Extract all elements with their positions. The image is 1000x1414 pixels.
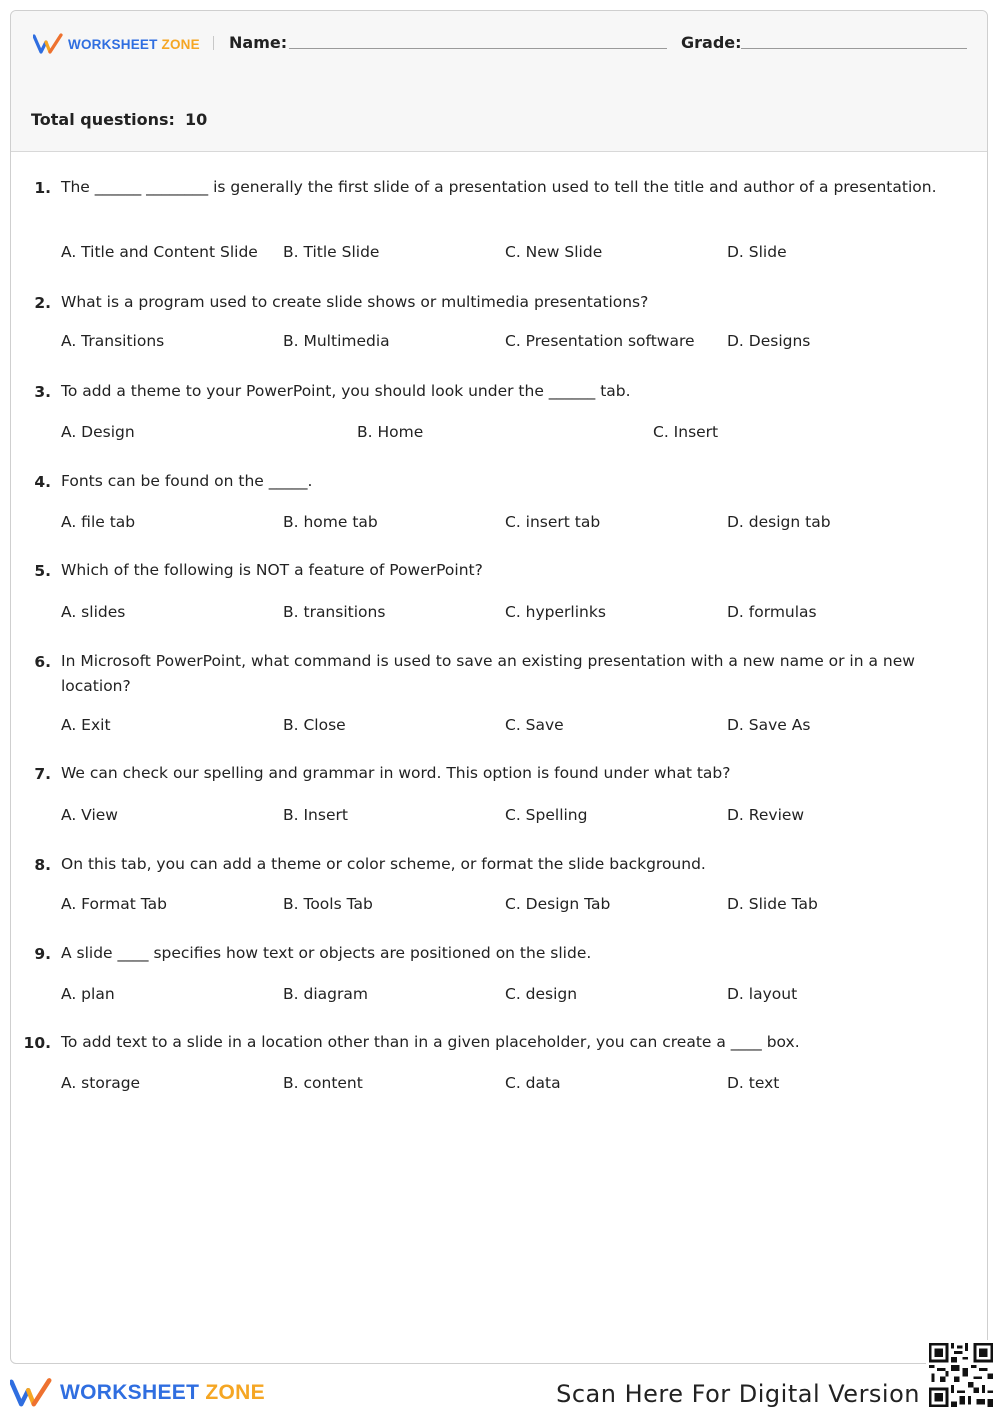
footer-brand-logo: [10, 1376, 265, 1410]
answer-option-c[interactable]: C. Presentation software: [505, 332, 695, 350]
answer-option-c[interactable]: C. data: [505, 1074, 561, 1092]
question-number: 3.: [34, 383, 51, 401]
answer-option-c[interactable]: C. Spelling: [505, 806, 588, 824]
answer-option-d[interactable]: D. Slide: [727, 243, 787, 261]
brand-word-1: WORKSHEET: [60, 1381, 200, 1404]
answer-option-a[interactable]: A. Exit: [61, 716, 111, 734]
brand-logo-icon: [10, 1377, 52, 1409]
answer-option-a[interactable]: A. View: [61, 806, 118, 824]
question-text: On this tab, you can add a theme or color scheme, or format the slide background.: [61, 855, 706, 873]
answer-option-d[interactable]: D. Save As: [727, 716, 811, 734]
answer-option-b[interactable]: B. Close: [283, 716, 346, 734]
answer-option-c[interactable]: C. Save: [505, 716, 564, 734]
scan-caption: Scan Here For Digital Version: [556, 1380, 920, 1408]
question-text: A slide ____ specifies how text or objects are positioned on the slide.: [61, 944, 592, 962]
brand-word-2: ZONE: [205, 1381, 265, 1404]
question-text: Which of the following is NOT a feature of PowerPoint?: [61, 561, 483, 579]
answer-option-a[interactable]: A. slides: [61, 603, 126, 621]
question-text: What is a program used to create slide shows or multimedia presentations?: [61, 293, 649, 311]
answer-option-c[interactable]: C. design: [505, 985, 578, 1003]
total-questions: [31, 110, 207, 129]
grade-label: Grade:: [681, 33, 742, 52]
answer-option-b[interactable]: B. Home: [357, 423, 424, 441]
question-number: 7.: [34, 765, 51, 783]
question-number: 2.: [34, 294, 51, 312]
question-number: 10.: [23, 1034, 51, 1052]
answer-option-b[interactable]: B. Multimedia: [283, 332, 390, 350]
question-number: 9.: [34, 945, 51, 963]
brand-word-2: ZONE: [161, 36, 200, 52]
question-number: 4.: [34, 473, 51, 491]
answer-option-d[interactable]: D. Designs: [727, 332, 811, 350]
answer-option-c[interactable]: C. insert tab: [505, 513, 601, 531]
brand-logo: [33, 33, 200, 55]
question-text: In Microsoft PowerPoint, what command is used to save an existing presentation with a new name or in a new location?: [61, 652, 915, 695]
question-text: The ______ ________ is generally the first slide of a presentation used to tell the title and author of a presentation.: [61, 178, 937, 196]
answer-option-d[interactable]: D. text: [727, 1074, 780, 1092]
total-questions-value: 10: [184, 110, 208, 129]
question-text: To add a theme to your PowerPoint, you should look under the ______ tab.: [61, 382, 631, 400]
qr-code-icon[interactable]: [926, 1340, 996, 1410]
answer-option-a[interactable]: A. Transitions: [61, 332, 165, 350]
header-divider: [213, 36, 214, 50]
question-text: To add text to a slide in a location other than in a given placeholder, you can create a ____ box.: [61, 1033, 800, 1051]
answer-option-d[interactable]: D. Slide Tab: [727, 895, 818, 913]
answer-option-d[interactable]: D. design tab: [727, 513, 831, 531]
answer-option-d[interactable]: D. layout: [727, 985, 798, 1003]
answer-option-a[interactable]: A. plan: [61, 985, 115, 1003]
answer-option-b[interactable]: B. content: [283, 1074, 363, 1092]
answer-option-c[interactable]: C. Insert: [653, 423, 719, 441]
name-field[interactable]: [289, 48, 667, 49]
question-number: 1.: [34, 179, 51, 197]
answer-option-d[interactable]: D. Review: [727, 806, 805, 824]
answer-option-a[interactable]: A. Design: [61, 423, 135, 441]
answer-option-b[interactable]: B. Tools Tab: [283, 895, 373, 913]
question-text: We can check our spelling and grammar in word. This option is found under what tab?: [61, 764, 731, 782]
brand-word-1: WORKSHEET: [68, 36, 158, 52]
question-number: 8.: [34, 856, 51, 874]
brand-logo-icon: [33, 33, 63, 55]
answer-option-c[interactable]: C. Design Tab: [505, 895, 611, 913]
answer-option-b[interactable]: B. transitions: [283, 603, 386, 621]
grade-field[interactable]: [741, 48, 967, 49]
answer-option-a[interactable]: A. storage: [61, 1074, 141, 1092]
answer-option-a[interactable]: A. file tab: [61, 513, 136, 531]
answer-option-c[interactable]: C. hyperlinks: [505, 603, 606, 621]
answer-option-b[interactable]: B. Title Slide: [283, 243, 380, 261]
question-text: Fonts can be found on the _____.: [61, 472, 313, 490]
total-questions-label: Total questions:: [31, 110, 175, 129]
answer-option-a[interactable]: A. Format Tab: [61, 895, 167, 913]
answer-option-d[interactable]: D. formulas: [727, 603, 817, 621]
answer-option-b[interactable]: B. Insert: [283, 806, 348, 824]
answer-option-c[interactable]: C. New Slide: [505, 243, 603, 261]
question-number: 6.: [34, 653, 51, 671]
worksheet: [10, 10, 988, 1364]
name-label: Name:: [229, 33, 288, 52]
worksheet-header: [11, 11, 987, 152]
answer-option-b[interactable]: B. diagram: [283, 985, 368, 1003]
answer-option-a[interactable]: A. Title and Content Slide: [61, 243, 258, 261]
question-number: 5.: [34, 562, 51, 580]
answer-option-b[interactable]: B. home tab: [283, 513, 378, 531]
